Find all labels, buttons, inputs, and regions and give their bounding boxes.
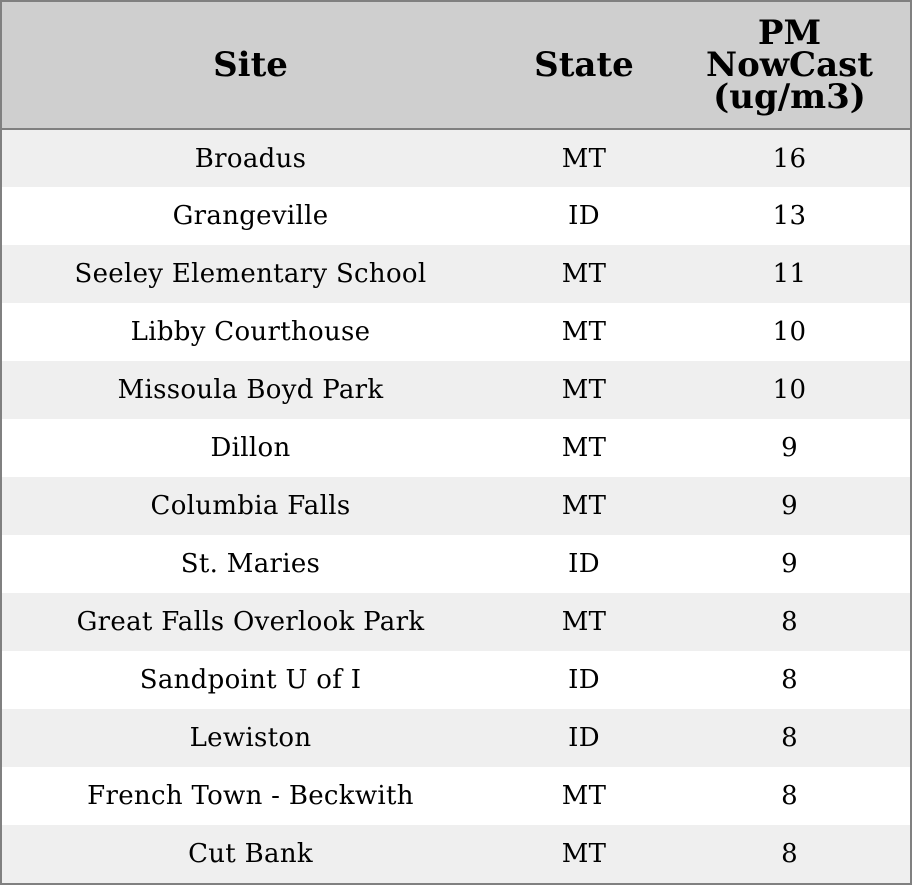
cell-pm-nowcast: 10 xyxy=(772,375,807,405)
cell-pm-nowcast: 10 xyxy=(772,317,807,347)
table-row xyxy=(2,593,910,651)
table-row xyxy=(2,361,910,419)
cell-state: MT xyxy=(561,839,607,869)
cell-site: Columbia Falls xyxy=(150,491,351,521)
cell-site: Libby Courthouse xyxy=(130,317,371,347)
header-pm-nowcast xyxy=(669,2,910,129)
pm-nowcast-table xyxy=(2,2,910,883)
header-pm-nowcast-label: PM NowCast (ug/m3) xyxy=(706,13,873,117)
table-row xyxy=(2,651,910,709)
header-state-label: State xyxy=(534,45,634,85)
cell-pm-nowcast: 8 xyxy=(781,665,798,695)
cell-site: St. Maries xyxy=(180,549,321,579)
cell-site: Missoula Boyd Park xyxy=(117,375,384,405)
cell-site: Broadus xyxy=(194,143,307,174)
cell-state: MT xyxy=(561,375,607,405)
cell-pm-nowcast: 16 xyxy=(772,143,807,174)
table-row xyxy=(2,129,910,187)
cell-state: MT xyxy=(561,433,607,463)
table-row xyxy=(2,767,910,825)
cell-pm-nowcast: 11 xyxy=(772,259,807,289)
cell-state: ID xyxy=(568,201,600,231)
cell-state: ID xyxy=(568,723,600,753)
cell-site: Dillon xyxy=(210,433,291,463)
cell-site: Cut Bank xyxy=(188,839,313,869)
table-row xyxy=(2,245,910,303)
cell-pm-nowcast: 8 xyxy=(781,781,798,811)
cell-pm-nowcast: 8 xyxy=(781,723,798,753)
cell-site: Seeley Elementary School xyxy=(74,259,427,289)
table-row xyxy=(2,535,910,593)
header-row xyxy=(2,2,910,129)
cell-pm-nowcast: 9 xyxy=(781,549,798,579)
cell-state: MT xyxy=(561,317,607,347)
cell-site: Lewiston xyxy=(189,723,312,753)
cell-site: French Town - Beckwith xyxy=(87,781,414,811)
cell-state: MT xyxy=(561,143,607,174)
table-row xyxy=(2,303,910,361)
cell-site: Sandpoint U of I xyxy=(139,665,362,695)
table-body xyxy=(2,129,910,883)
cell-state: ID xyxy=(568,549,600,579)
cell-state: ID xyxy=(568,665,600,695)
header-site-label: Site xyxy=(213,45,288,85)
cell-state: MT xyxy=(561,491,607,521)
cell-state: MT xyxy=(561,259,607,289)
cell-pm-nowcast: 8 xyxy=(781,839,798,869)
cell-state: MT xyxy=(561,781,607,811)
cell-pm-nowcast: 9 xyxy=(781,491,798,521)
table-row xyxy=(2,709,910,767)
table-row xyxy=(2,187,910,245)
table-row xyxy=(2,419,910,477)
table-header xyxy=(2,2,910,129)
header-state xyxy=(499,2,669,129)
table-row xyxy=(2,477,910,535)
cell-site: Grangeville xyxy=(172,201,329,231)
cell-pm-nowcast: 13 xyxy=(772,201,807,231)
header-site xyxy=(2,2,499,129)
cell-pm-nowcast: 9 xyxy=(781,433,798,463)
cell-pm-nowcast: 8 xyxy=(781,607,798,637)
cell-site: Great Falls Overlook Park xyxy=(76,607,425,637)
cell-state: MT xyxy=(561,607,607,637)
table-row xyxy=(2,825,910,883)
